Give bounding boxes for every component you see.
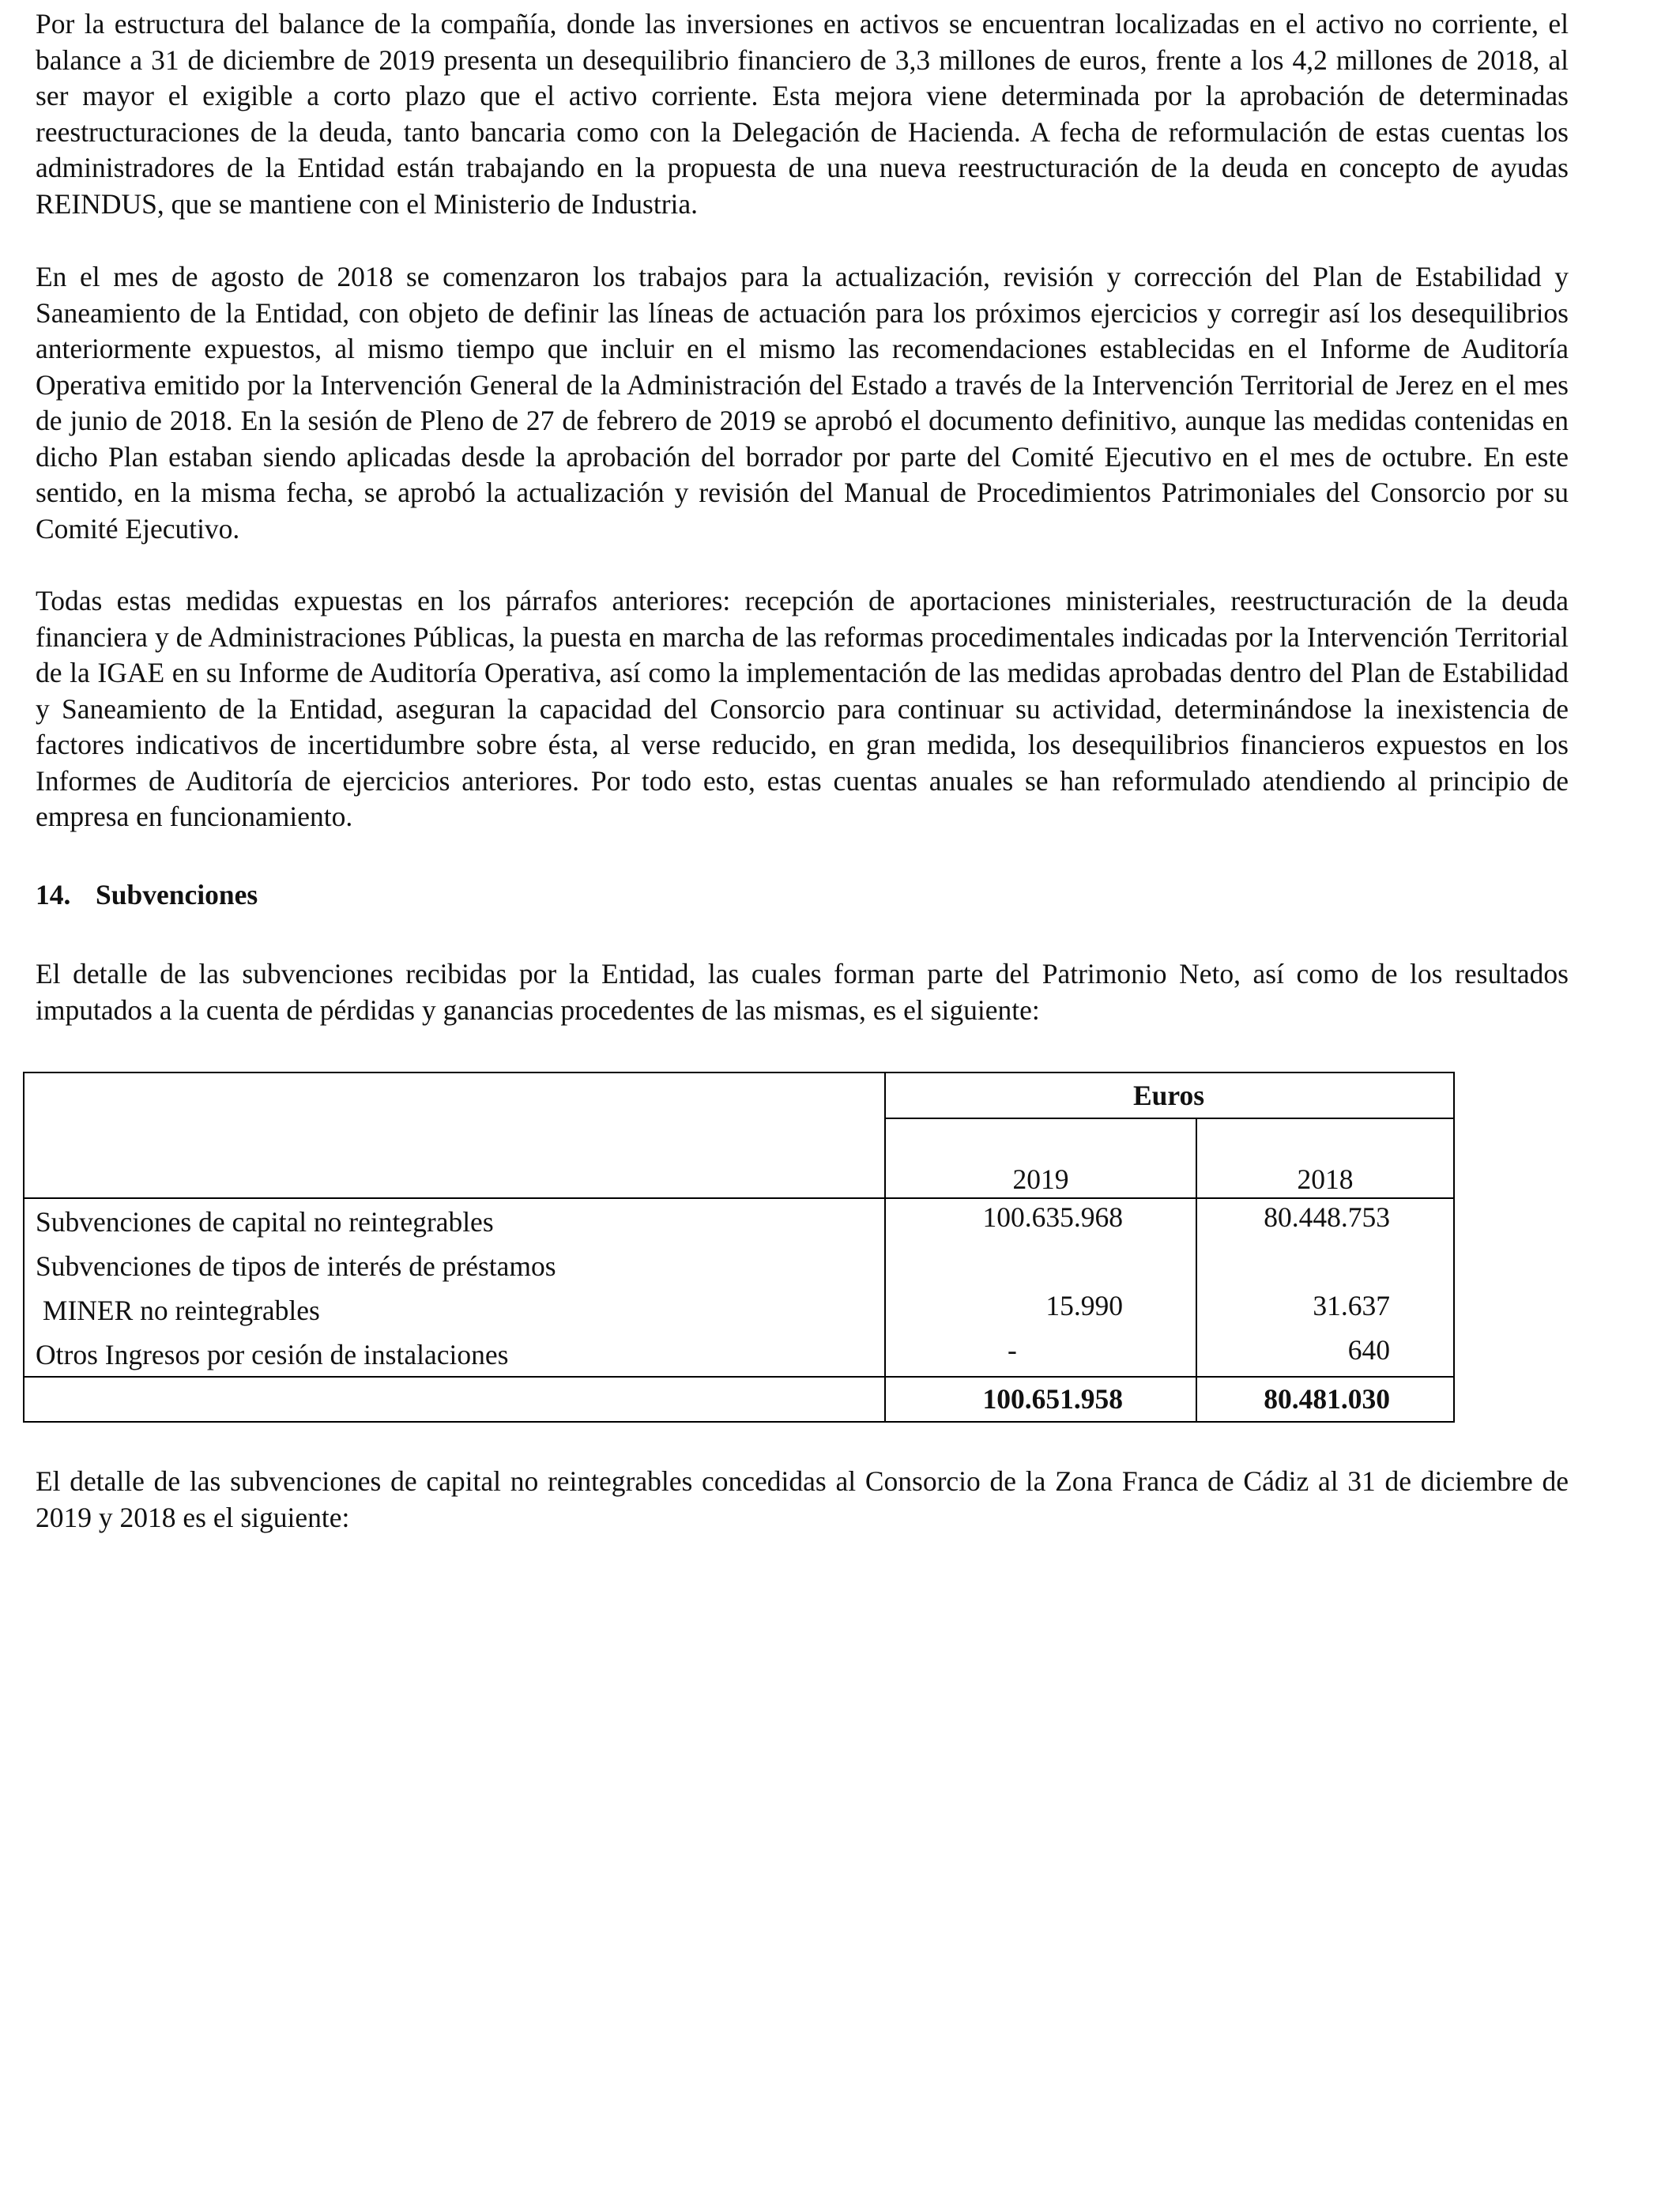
total-2019: 100.651.958 xyxy=(982,1383,1123,1415)
column-header-2019: 2019 xyxy=(1012,1163,1069,1195)
row-label: Subvenciones de tipos de interés de préstamos xyxy=(36,1250,556,1282)
row-value-2019: 100.635.968 xyxy=(982,1201,1123,1233)
column-header-2018: 2018 xyxy=(1297,1163,1354,1195)
row-value-2018: 31.637 xyxy=(1313,1290,1390,1321)
subsidies-table xyxy=(23,1072,1455,1423)
paragraph-financial-imbalance: Por la estructura del balance de la compañía, donde las inversiones en activos se encuentran localizadas en el activo no corriente, el balance a 31 de diciembre de 2019 presenta un desequilibrio financiero de 3,3 millones de euros, frente a los 4,2 millones de 2018, al ser mayor el exigible a corto plazo que el activo corriente. Esta mejora viene determinada por la aprobación de determinadas reestructuraciones de la deuda, tanto bancaria como con la Delegación de Hacienda. A fecha de reformulación de estas cuentas los administradores de la Entidad están trabajando en la propuesta de una nueva reestructuración de la deuda en concepto de ayudas REINDUS, que se mantiene con el Ministerio de Industria. xyxy=(36,8,1569,220)
row-value-2018: 80.448.753 xyxy=(1264,1201,1390,1233)
row-label: Subvenciones de capital no reintegrables xyxy=(36,1206,494,1238)
section-number: 14. xyxy=(36,879,71,910)
table-divider xyxy=(24,1376,1453,1378)
row-value-2019: - xyxy=(1008,1334,1017,1366)
table-divider xyxy=(884,1073,886,1421)
section-title: Subvenciones xyxy=(96,879,258,910)
table-group-header: Euros xyxy=(1132,1080,1205,1111)
row-label: MINER no reintegrables xyxy=(36,1295,320,1326)
row-value-2018: 640 xyxy=(1347,1334,1390,1366)
paragraph-stability-plan: En el mes de agosto de 2018 se comenzaron los trabajos para la actualización, revisión y corrección del Plan de Estabilidad y Saneamiento de la Entidad, con objeto de definir las líneas de actuación para los próximos ejercicios y corregir así los desequilibrios anteriormente expuestos, al mismo tiempo que incluir en el mismo las recomendaciones establecidas en el Informe de Auditoría Operativa emitido por la Intervención General de la Administración del Estado a través de la Intervención Territorial de Jerez en el mes de junio de 2018. En la sesión de Pleno de 27 de febrero de 2019 se aprobó el documento definitivo, aunque las medidas contenidas en dicho Plan estaban siendo aplicadas desde la aprobación del borrador por parte del Comité Ejecutivo en el mes de octubre. En este sentido, en la misma fecha, se aprobó la actualización y revisión del Manual de Procedimientos Patrimoniales del Consorcio por su Comité Ejecutivo. xyxy=(36,261,1569,545)
table-divider xyxy=(24,1197,1453,1199)
table-divider xyxy=(884,1118,1453,1119)
paragraph-going-concern: Todas estas medidas expuestas en los párrafos anteriores: recepción de aportaciones ministeriales, reestructuración de la deuda financiera y de Administraciones Públicas, la puesta en marcha de las reformas procedimentales indicadas por la Intervención Territorial de la IGAE en su Informe de Auditoría Operativa, así como la implementación de las medidas aprobadas dentro del Plan de Estabilidad y Saneamiento de la Entidad, aseguran la capacidad del Consorcio para continuar su actividad, determinándose la inexistencia de factores indicativos de incertidumbre sobre ésta, al verse reducido, en gran medida, los desequilibrios financieros expuestos en los Informes de Auditoría de ejercicios anteriores. Por todo esto, estas cuentas anuales se han reformulado atendiendo al principio de empresa en funcionamiento. xyxy=(36,585,1569,832)
row-label: Otros Ingresos por cesión de instalaciones xyxy=(36,1339,509,1370)
section-heading xyxy=(36,877,258,913)
row-value-2019: 15.990 xyxy=(1045,1290,1123,1321)
paragraph-subsidies-intro: El detalle de las subvenciones recibidas por la Entidad, las cuales forman parte del Patrimonio Neto, así como de los resultados imputados a la cuenta de pérdidas y ganancias procedentes de las mismas, es el siguiente: xyxy=(36,958,1569,1026)
paragraph-capital-subsidies-intro: El detalle de las subvenciones de capital no reintegrables concedidas al Consorcio de la Zona Franca de Cádiz al 31 de diciembre de 2019 y 2018 es el siguiente: xyxy=(36,1465,1569,1533)
total-2018: 80.481.030 xyxy=(1264,1383,1390,1415)
